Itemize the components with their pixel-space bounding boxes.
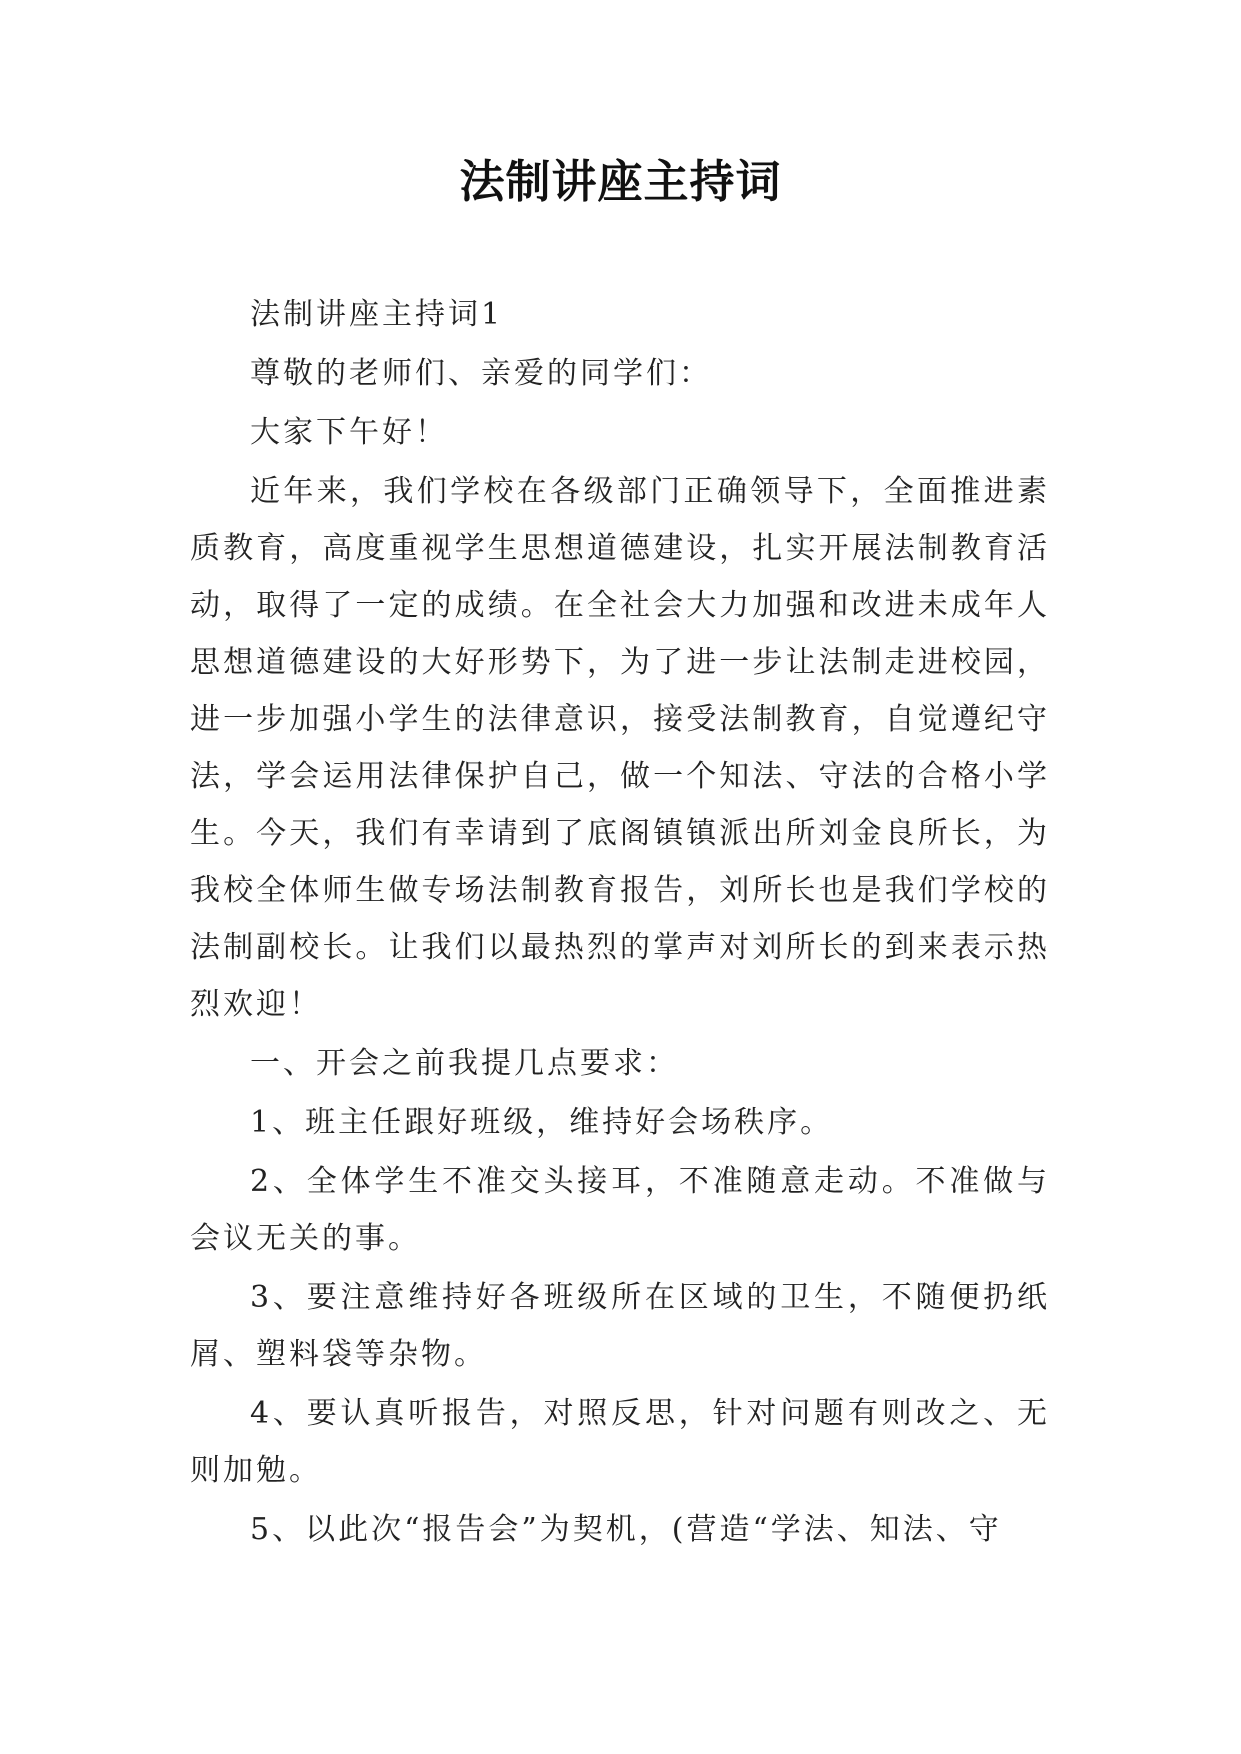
requirement-item: 4、要认真听报告，对照反思，针对问题有则改之、无则加勉。 <box>190 1396 1050 1488</box>
requirement-item: 3、要注意维持好各班级所在区域的卫生，不随便扔纸屑、塑料袋等杂物。 <box>190 1280 1050 1372</box>
subtitle-paragraph: 法制讲座主持词1 <box>250 297 504 332</box>
document-body <box>190 286 1050 1560</box>
intro-paragraph: 近年来，我们学校在各级部门正确领导下，全面推进素质教育，高度重视学生思想道德建设，扎实开展法制教育活动，取得了一定的成绩。在全社会大力加强和改进未成年人思想道德建设的大好形势下，为了进一步让法制走进校园，进一步加强小学生的法律意识，接受法制教育，自觉遵纪守法，学会运用法律保护自己，做一个知法、守法的合格小学生。今天，我们有幸请到了底阁镇镇派出所刘金良所长，为我校全体师生做专场法制教育报告，刘所长也是我们学校的法制副校长。让我们以最热烈的掌声对刘所长的到来表示热烈欢迎！ <box>190 474 1050 1022</box>
requirement-item: 5、以此次“报告会”为契机，(营造“学法、知法、守 <box>250 1512 1002 1547</box>
salutation-paragraph: 尊敬的老师们、亲爱的同学们： <box>250 356 712 391</box>
greeting-paragraph: 大家下午好！ <box>250 415 448 450</box>
requirement-item: 1、班主任跟好班级，维持好会场秩序。 <box>250 1105 834 1140</box>
requirements-heading: 一、开会之前我提几点要求： <box>250 1046 679 1081</box>
document-title: 法制讲座主持词 <box>459 155 782 208</box>
requirement-item: 2、全体学生不准交头接耳，不准随意走动。不准做与会议无关的事。 <box>190 1164 1050 1256</box>
